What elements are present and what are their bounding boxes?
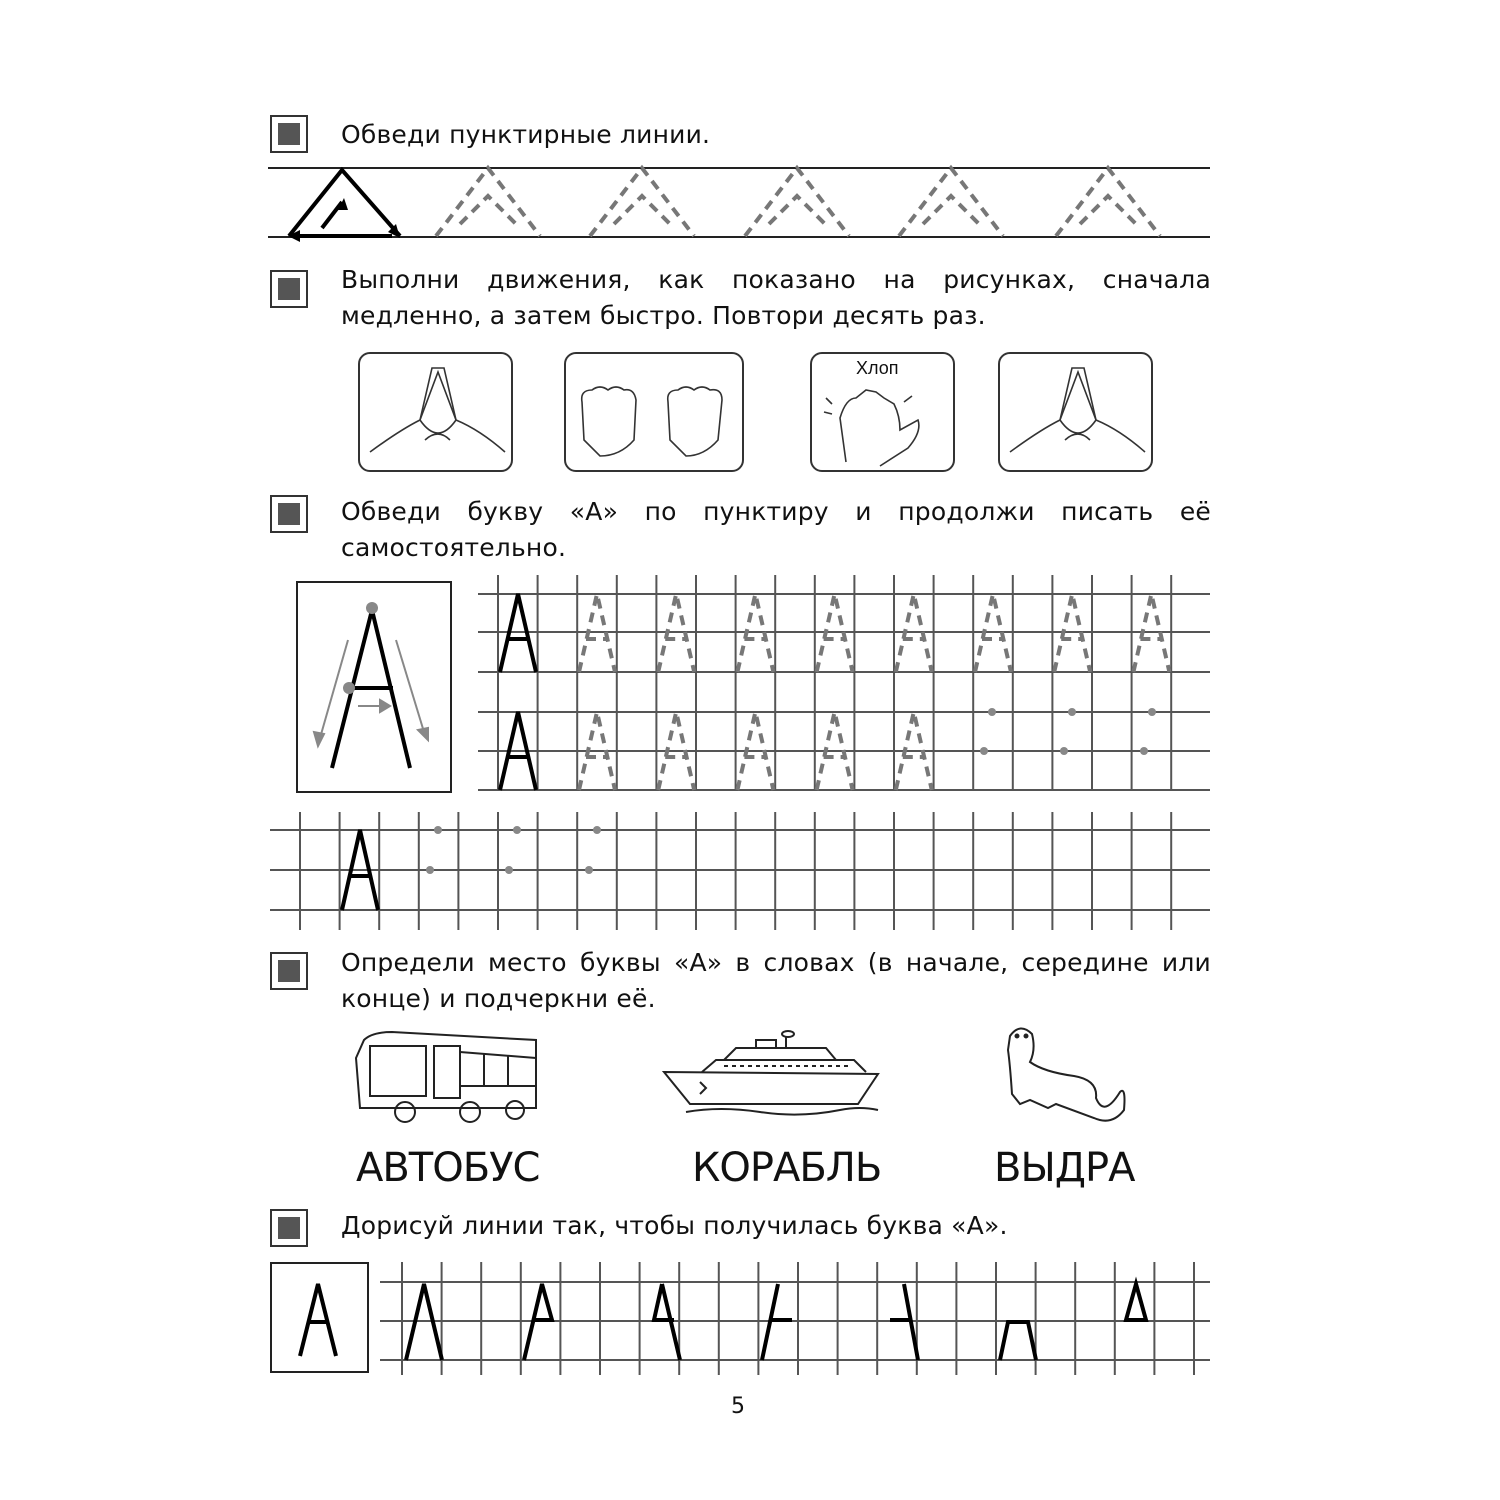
sample-letter-a: [300, 1284, 336, 1356]
page-number: 5: [731, 1394, 745, 1419]
word-avtobus[interactable]: АВТОБУС: [356, 1145, 540, 1191]
clap-label: Хлоп: [856, 358, 899, 378]
task-1-instruction: Обведи пунктирные линии.: [341, 120, 711, 149]
task-2-instruction: Выполни движения, как показано на рисунках, сначала медленно, а затем быстро. Повтори десять раз.: [341, 265, 1211, 330]
task-4-instruction: Определи место буквы «А» в словах (в начале, середине или конце) и подчеркни её.: [341, 948, 1211, 1013]
word-korabl[interactable]: КОРАБЛЬ: [692, 1145, 882, 1191]
partial-letter: [1126, 1284, 1146, 1320]
word-vydra[interactable]: ВЫДРА: [994, 1145, 1135, 1191]
task-5-instruction: Дорисуй линии так, чтобы получилась буква «А».: [341, 1211, 1008, 1240]
task-3-instruction: Обведи букву «А» по пунктиру и продолжи писать её самостоятельно.: [341, 497, 1211, 562]
partial-letter: [1000, 1322, 1036, 1360]
